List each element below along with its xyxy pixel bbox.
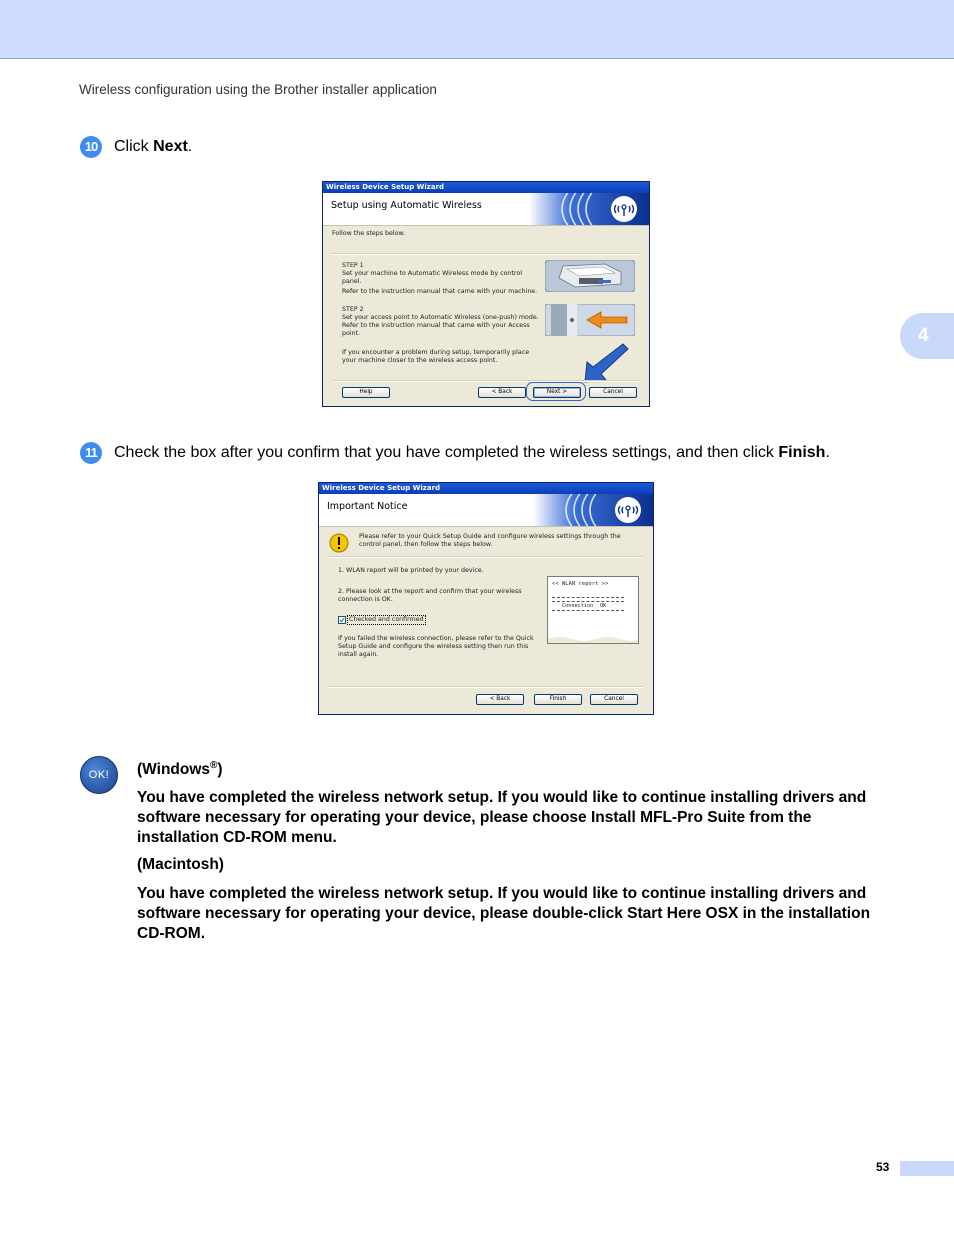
step-text-bold: Next <box>153 138 188 155</box>
step2-text: Set your access point to Automatic Wireless (one-push) mode. <box>342 314 539 321</box>
wireless-logo-icon <box>529 193 649 225</box>
report-divider <box>552 597 624 602</box>
checkmark-icon <box>339 617 345 623</box>
important-notice-dialog <box>318 482 654 715</box>
dialog-banner <box>323 193 649 226</box>
windows-heading <box>137 760 223 779</box>
step-text-prefix: Click <box>114 138 154 155</box>
step-instruction <box>114 444 830 462</box>
separator <box>328 556 644 558</box>
page-number: 53 <box>876 1160 890 1174</box>
step-text-suffix: . <box>825 444 830 461</box>
step-text-suffix: . <box>187 138 193 155</box>
step2-label: STEP 2 <box>342 306 364 313</box>
help-button[interactable]: Help <box>342 387 390 398</box>
ok-icon: OK! <box>80 756 118 794</box>
dialog-title-bar: Wireless Device Setup Wizard <box>319 483 653 494</box>
dialog-banner <box>319 494 653 527</box>
intro-text: Follow the steps below. <box>332 230 406 237</box>
dialog-banner-title: Setup using Automatic Wireless <box>331 200 482 211</box>
printer-image <box>545 260 635 292</box>
confirm-checkbox[interactable] <box>338 616 346 624</box>
setup-wizard-dialog <box>322 181 650 407</box>
wlan-report-preview <box>547 576 639 644</box>
torn-paper-edge <box>548 635 638 643</box>
windows-heading-text: (Windows <box>137 761 211 779</box>
next-button[interactable]: Next > <box>533 387 581 398</box>
arrow-pointer-icon <box>581 342 629 384</box>
macintosh-heading: (Macintosh) <box>137 856 224 873</box>
notice-text: Please refer to your Quick Setup Guide and configure wireless settings through the control panel, then follow the steps below. <box>359 533 621 549</box>
warning-icon <box>329 533 349 553</box>
step-text-prefix: Check the box after you confirm that you have completed the wireless settings, and then click <box>114 444 779 461</box>
report-title: << WLAN report >> <box>552 581 609 587</box>
chapter-tab: 4 <box>900 313 954 359</box>
instruction-item-1: 1. WLAN report will be printed by your device. <box>338 567 484 574</box>
access-point-image <box>545 304 635 336</box>
back-button[interactable]: < Back <box>476 694 524 705</box>
step-text-bold: Finish <box>778 444 826 461</box>
step-number-badge: 11 <box>80 442 102 464</box>
registered-mark: ® <box>210 760 218 771</box>
separator <box>328 686 644 688</box>
step1-text: Set your machine to Automatic Wireless mode by control panel. <box>342 270 522 286</box>
section-title: Wireless configuration using the Brother installer application <box>79 82 437 97</box>
instruction-item-2: 2. Please look at the report and confirm that your wireless connection is OK. <box>338 588 522 604</box>
problem-note: If you encounter a problem during setup, temporarily place your machine closer to the wireless access point. <box>342 349 530 365</box>
failed-note: If you failed the wireless connection, please refer to the Quick Setup Guide and configure the wireless setting then run this install again. <box>338 635 534 659</box>
wireless-logo-icon <box>533 494 653 526</box>
separator <box>332 380 640 382</box>
dialog-title-bar: Wireless Device Setup Wizard <box>323 182 649 193</box>
report-divider <box>552 610 624 614</box>
cancel-button[interactable]: Cancel <box>590 694 638 705</box>
windows-heading-close: ) <box>217 761 223 779</box>
step-instruction <box>114 138 192 156</box>
step-number-badge: 10 <box>80 136 102 158</box>
step1-reference: Refer to the instruction manual that came with your machine. <box>342 288 538 295</box>
cancel-button[interactable]: Cancel <box>589 387 637 398</box>
back-button[interactable]: < Back <box>478 387 526 398</box>
finish-button[interactable]: Finish <box>534 694 582 705</box>
step2-reference: Refer to the instruction manual that came with your Access point. <box>342 322 530 338</box>
dialog-banner-title: Important Notice <box>327 501 408 512</box>
top-header-band <box>0 0 954 59</box>
separator <box>332 253 640 255</box>
checkbox-label[interactable]: Checked and confirmed <box>347 615 426 625</box>
macintosh-instructions: You have completed the wireless network setup. If you would like to continue installing drivers and software necessary for operating your device, please double-click Start Here OSX in the installation CD-ROM. <box>137 885 871 942</box>
report-row-label: Connection <box>562 603 594 609</box>
windows-instructions: You have completed the wireless network setup. If you would like to continue installing drivers and software necessary for operating your device, please choose Install MFL-Pro Suite from the installation CD-ROM menu. <box>137 789 867 846</box>
page-number-bar <box>900 1161 954 1176</box>
report-row-value: OK <box>600 603 607 609</box>
step1-label: STEP 1 <box>342 262 364 269</box>
